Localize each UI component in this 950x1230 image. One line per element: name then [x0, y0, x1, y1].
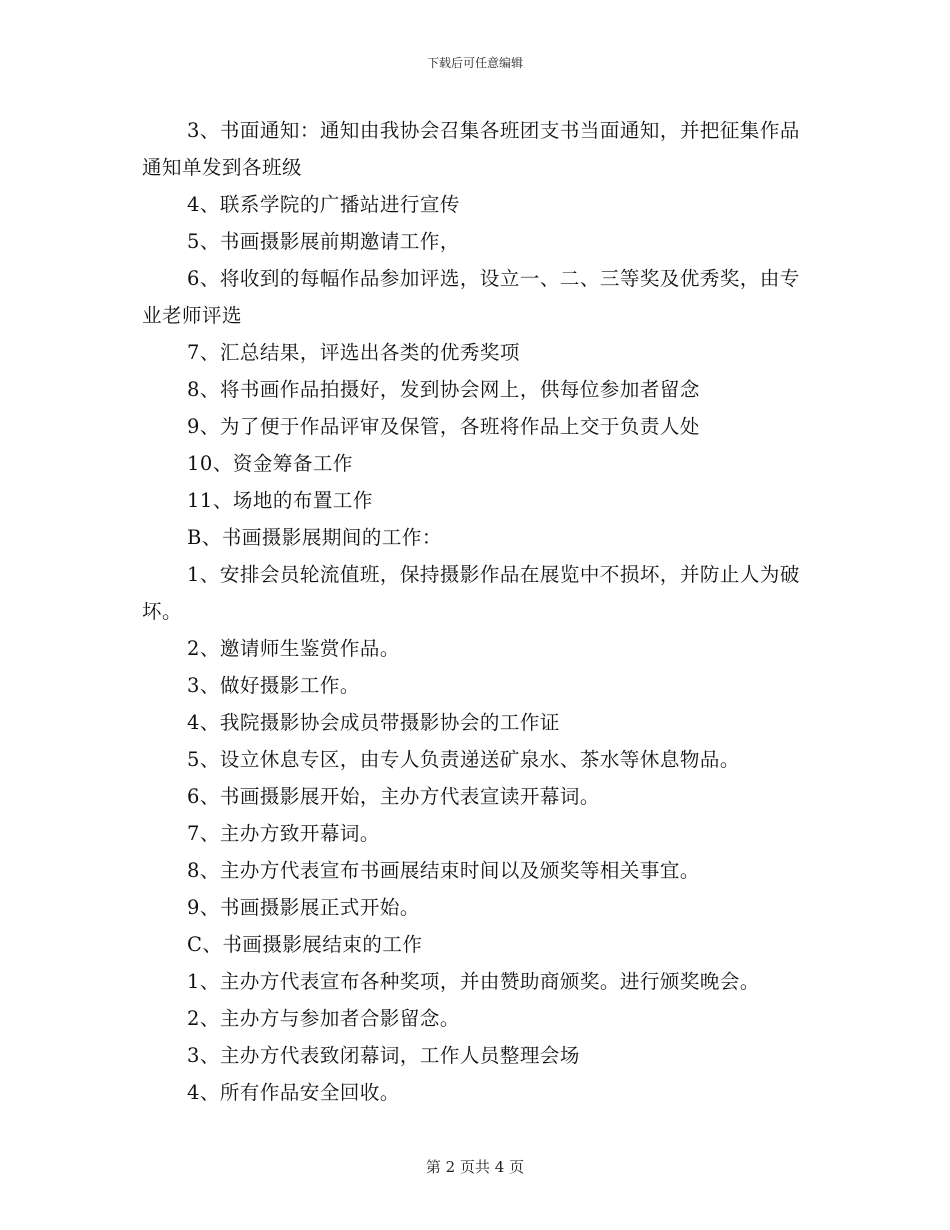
- paragraph: 8、主办方代表宣布书画展结束时间以及颁奖等相关事宜。: [187, 859, 700, 882]
- paragraph: 3、书面通知：通知由我协会召集各班团支书当面通知，并把征集作品通知单发到各班级: [142, 119, 800, 179]
- paragraph: 9、为了便于作品评审及保管，各班将作品上交于负责人处: [187, 415, 700, 438]
- paragraph: 2、邀请师生鉴赏作品。: [187, 637, 400, 660]
- page-footer: 第 2 页共 4 页: [425, 1158, 525, 1176]
- paragraph: 6、将收到的每幅作品参加评选，设立一、二、三等奖及优秀奖，由专业老师评选: [142, 267, 800, 327]
- document-body: [142, 112, 812, 1111]
- paragraph: 8、将书画作品拍摄好，发到协会网上，供每位参加者留念: [187, 378, 700, 401]
- paragraph: 3、做好摄影工作。: [187, 674, 360, 697]
- paragraph: 5、书画摄影展前期邀请工作，: [187, 230, 460, 253]
- paragraph: 4、我院摄影协会成员带摄影协会的工作证: [187, 711, 560, 734]
- paragraph: 2、主办方与参加者合影留念。: [187, 1007, 460, 1030]
- paragraph: 4、联系学院的广播站进行宣传: [187, 193, 460, 216]
- paragraph: 7、汇总结果，评选出各类的优秀奖项: [187, 341, 520, 364]
- paragraph: 5、设立休息专区，由专人负责递送矿泉水、茶水等休息物品。: [187, 748, 740, 771]
- paragraph: 9、书画摄影展正式开始。: [187, 896, 420, 919]
- paragraph: 3、主办方代表致闭幕词，工作人员整理会场: [187, 1044, 580, 1067]
- paragraph: 7、主办方致开幕词。: [187, 822, 380, 845]
- paragraph: 11、场地的布置工作: [187, 489, 373, 512]
- page-header: 下载后可任意编辑: [426, 56, 523, 70]
- paragraph: 10、资金筹备工作: [187, 452, 353, 475]
- section-heading-b: B、书画摄影展期间的工作：: [187, 526, 442, 549]
- paragraph: 1、主办方代表宣布各种奖项，并由赞助商颁奖。进行颁奖晚会。: [187, 970, 760, 993]
- section-heading-c: C、书画摄影展结束的工作: [187, 933, 423, 956]
- paragraph: 6、书画摄影展开始，主办方代表宣读开幕词。: [187, 785, 600, 808]
- paragraph: 4、所有作品安全回收。: [187, 1081, 400, 1104]
- paragraph: 1、安排会员轮流值班，保持摄影作品在展览中不损坏，并防止人为破坏。: [142, 563, 800, 623]
